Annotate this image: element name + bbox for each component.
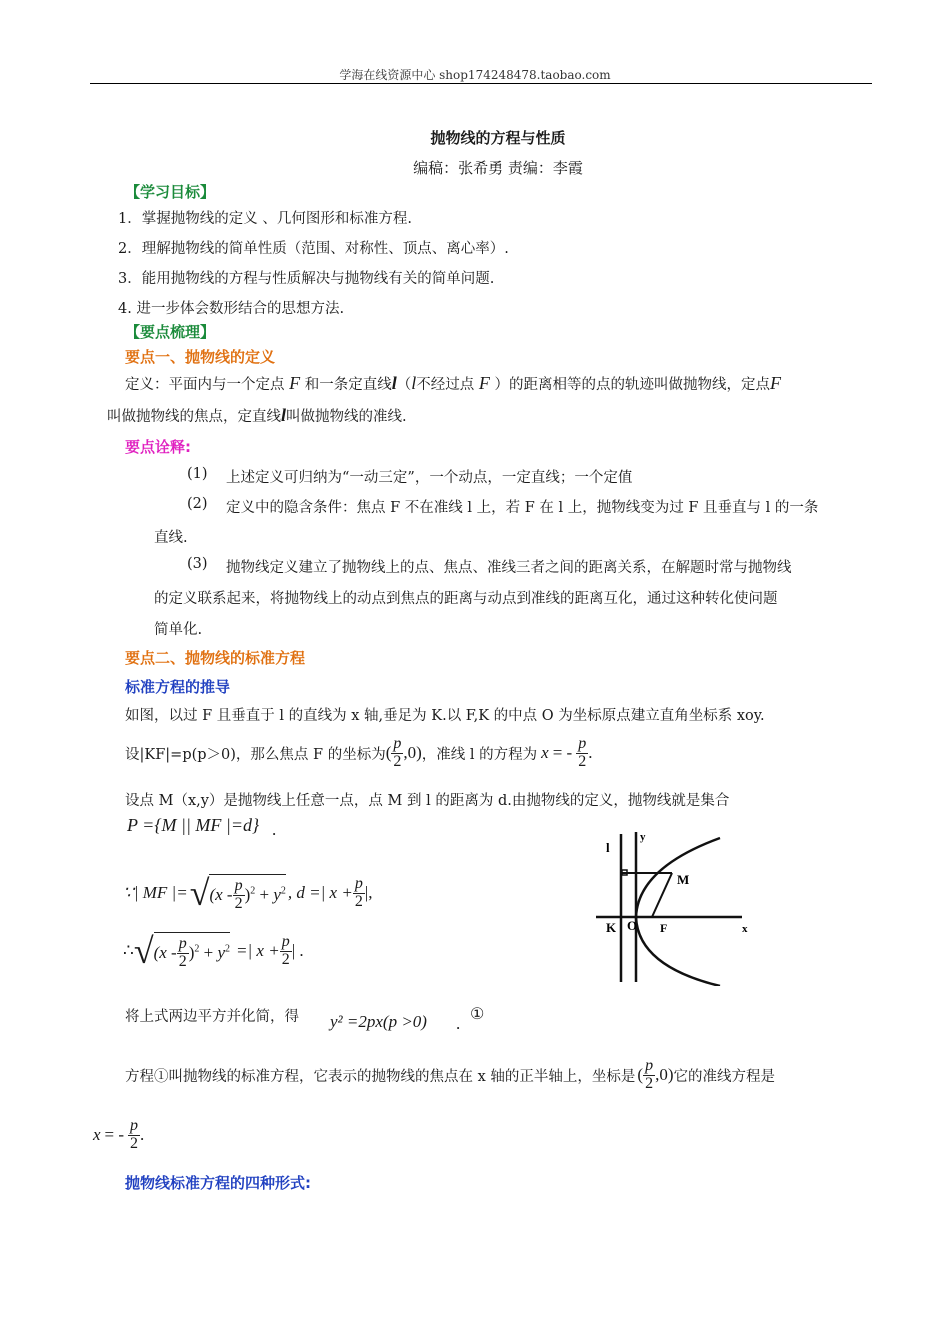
fraction: $\frac{p}{2}$ [393,735,402,770]
fraction: $\frac{p}{2}$ [354,874,363,910]
set-expression: P ={M || MF |=d} [127,815,260,835]
point2-heading: 要点二、抛物线的标准方程 [125,649,306,667]
distance-formula: ∵| MF |= √ (x - $\frac{p}{2}$ )$^2 + y^2$ , d =| x + $\frac{p}{2}$ |, [123,873,373,913]
figure-background [592,828,752,986]
paragraph: 设点 M（x,y）是抛物线上任意一点，点 M 到 l 的距离为 d.由抛物线的定义，抛物线就是集合 [125,793,730,809]
note-number: (3) [187,556,208,572]
equation-marker: ① [470,1004,485,1023]
fraction: $\frac{p}{2}$ [178,934,187,970]
fraction: $\frac{p}{2}$ [645,1057,654,1092]
goal-item: 4. 进一步体会数形结合的思想方法. [118,301,345,317]
note-heading: 要点诠释: [125,438,191,456]
definition-line-2: 叫做抛物线的焦点，定直线l叫做抛物线的准线. [107,405,407,425]
note-text: 简单化. [154,622,203,638]
header-divider [90,83,872,84]
label-l: l [606,840,610,855]
label-O: O [627,918,638,933]
standard-equation-paragraph: 方程①叫抛物线的标准方程，它表示的抛物线的焦点在 x 轴的正半轴上，坐标是 ( $\frac{p}{2}$ ,0) 它的准线方程是 [125,1057,775,1092]
derivation-heading: 标准方程的推导 [125,678,231,696]
standard-equation: y² =2px(p >0) [330,1012,427,1031]
simplify-text: 将上式两边平方并化简，得 [125,1009,299,1025]
label-K: K [606,920,617,935]
fraction: $\frac{p}{2}$ [281,932,290,968]
note-text: 上述定义可归纳为“一动三定”，一个动点，一定直线；一个定值 [226,470,633,486]
equation-formula: ∴ √ (x - $\frac{p}{2}$ )$^2 + y^2$ =| x + $\frac{p}{2}$ | . [123,931,304,971]
goals-heading: 【学习目标】 [125,183,216,201]
fraction: $\frac{p}{2}$ [130,1117,139,1152]
note-number: (2) [187,496,208,512]
editors-line: 编稿：张希勇 责编：李霞 [413,159,583,177]
fraction: $\frac{p}{2}$ [578,735,587,770]
label-M: M [677,872,690,887]
page-header: 学海在线资源中心 shop174248478.taobao.com [339,68,611,82]
goal-item: 2．理解抛物线的简单性质（范围、对称性、顶点、离心率）. [118,241,509,257]
label-F: F [660,921,668,935]
page-title: 抛物线的方程与性质 [430,129,566,147]
note-number: (1) [187,466,208,482]
four-forms-heading: 抛物线标准方程的四种形式: [125,1174,311,1192]
paragraph: 如图，以过 F 且垂直于 l 的直线为 x 轴,垂足为 K.以 F,K 的中点 O 为坐标原点建立直角坐标系 xoy. [125,708,765,724]
summary-heading: 【要点梳理】 [125,323,216,341]
fraction: $\frac{p}{2}$ [234,876,243,912]
point1-heading: 要点一、抛物线的定义 [125,348,276,366]
goal-item: 3．能用抛物线的方程与性质解决与抛物线有关的简单问题. [118,271,495,287]
label-x: x [742,923,748,935]
note-text: 直线. [154,530,188,546]
note-text: 定义中的隐含条件：焦点 F 不在准线 l 上，若 F 在 l 上，抛物线变为过 F 且垂直与 l 的一条 [226,500,819,516]
definition-line: 定义：平面内与一个定点 F 和一条定直线l（l不经过点 F ）的距离相等的点的轨迹叫做抛物线，定点F [125,373,781,393]
focus-paragraph: 设|KF|=p(p＞0)，那么焦点 F 的坐标为 ( $\frac{p}{2}$ ,0) ，准线 l 的方程为 x = - $\frac{p}{2}$ . [125,735,593,770]
goal-item: 1．掌握抛物线的定义 、几何图形和标准方程. [118,211,412,227]
note-text: 抛物线定义建立了抛物线上的点、焦点、准线三者之间的距离关系，在解题时常与抛物线 [226,560,792,576]
parabola-figure [592,828,752,986]
directrix-equation: x = - $\frac{p}{2}$ . [93,1117,145,1152]
note-text: 的定义联系起来，将抛物线上的动点到焦点的距离与动点到准线的距离互化，通过这种转化使问题 [154,591,778,607]
label-y: y [640,831,646,843]
